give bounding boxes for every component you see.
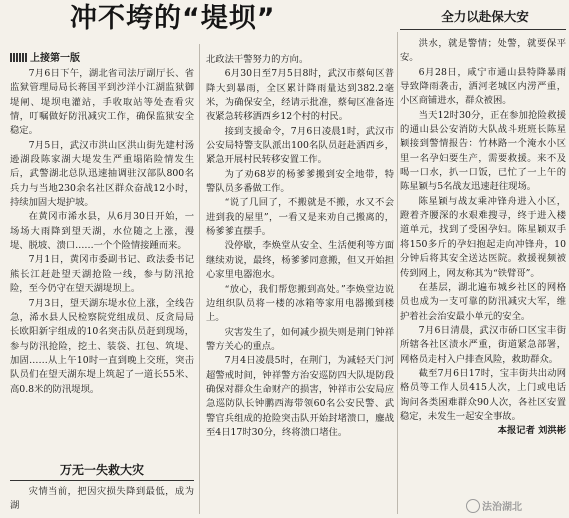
- paragraph: 6月28日，咸宁市通山县特降暴雨导致降雨袭击，洒河老城区内涝严重，小区商铺进水，群众被困。: [400, 66, 566, 107]
- paragraph: 接到支援命令，7月6日凌晨1时，武汉市公安局特警支队派出100名队员赶赴洒西乡，紧急开展村民转移安置工作。: [206, 125, 394, 166]
- paragraph: 7月6日清晨，武汉市硚口区宝丰街所辖各社区渍水严重，街道紧急部署，网格员走村入户排查风险，救助群众。: [400, 324, 566, 365]
- continued-text: 上接第一版: [30, 53, 80, 64]
- right-column-headline: 全力以赴保大安: [441, 9, 529, 24]
- paragraph: 当天12时30分，正在参加抢险救援的通山县公安消防大队战斗班班长陈星颖接到警情报告：竹林路一个淹水小区里一名孕妇要生产，需要救援。来不及喝一口水，扒一口饭，已忙了一上午的陈星颖与5名战友迅速赶往现场。: [400, 109, 566, 193]
- paragraph: 灾情当前，把因灾损失降到最低，成为湖: [10, 486, 194, 512]
- watermark: [466, 499, 522, 515]
- paragraph: 陈星颖与战友乘冲锋舟进入小区，蹬着齐腰深的水艰难搜寻，终于进入楼道单元，找到了受困孕妇。陈星颖双手将150多斤的孕妇抱起走向冲锋舟，10分钟后将其安全送达医院。救援视频被传到网上，网友称其为“铁臂哥”。: [400, 195, 566, 279]
- subheading: 万无一失救大灾: [59, 463, 144, 477]
- paragraph: 7月5日，武汉市洪山区洪山街先建村汤逊湖段陈家湖大堤发生严重塌陷险情发生后，武警湖北总队迅速抽调驻汉部队800名兵力与当地230余名社区群众奋战12小时，持续加固大堤护坡。: [10, 139, 194, 209]
- paragraph: “说了几回了，不搬就是不搬，水又不会进到我的屋里”，一看又是来劝自己搬离的，杨爹爹直摆手。: [206, 197, 394, 238]
- paragraph: 7月6日下午，湖北省司法厅副厅长、省监狱管理局局长蒋国平到沙洋小江湖监狱御堤闸、堤坝电灌站，手收取站等处查看灾情，叮嘱做好防汛减灾工作，确保监狱安全稳定。: [10, 68, 194, 137]
- paragraph: “放心，我们帮您搬到高处。”李焕堂边说边组织队员将一楼的冰箱等家用电器搬到楼上。: [206, 283, 394, 324]
- paragraph: 7月1日，黄冈市委副书记、政法委书记熊长江赶赴望天湖抢险一线，参与防汛抢险，至今仍守在望天湖堤坝上。: [10, 254, 194, 295]
- paragraph: 在黄冈市浠水县，从6月30日开始，一场场大雨降到望天湖，水位随之上涨，漫堤、脱坡、溃口……一个个险情接踵而来。: [10, 211, 194, 252]
- column-divider-2: [397, 32, 398, 514]
- wechat-logo-icon: [466, 499, 480, 513]
- paragraph: 洪水，就是警情；处警，就要保平安。: [400, 38, 566, 64]
- article-column-1: [10, 67, 194, 397]
- paragraph: 在基层，湖北遍布城乡社区的网格员也成为一支可靠的防汛减灾大军，维护着社会治安最小单元的安全。: [400, 281, 566, 322]
- article-column-2: [206, 53, 394, 440]
- article-column-1-tail: [10, 485, 194, 514]
- paragraph: 为了劝68岁的杨爹爹搬到安全地带，特警队员多番做工作。: [206, 168, 394, 195]
- paragraph: 截至7月6日17时，宝丰街共出动网格员等工作人员415人次，上门或电话询问各类困难群众90人次，各社区安置稳定，未发生一起安全事故。: [400, 367, 566, 422]
- right-headline-rule: [400, 29, 566, 30]
- continued-marker-icon: [10, 53, 28, 62]
- watermark-text: 法治湖北: [482, 502, 522, 513]
- subheading-rule: [10, 480, 194, 481]
- continued-from-label: [10, 52, 80, 66]
- paragraph: 7月4日凌晨5时，在荆门，为减轻天门河超警戒时间，钟祥警方治安巡防四大队堤防段确保对群众生命财产的损害，钟祥市公安局应急巡防队长钟鹏西海带领60名公安民警、武警官兵组成的抢险突击队开始封堵溃口，鏖战至4日17时30分，终将溃口堵住。: [206, 355, 394, 438]
- paragraph: 灾害发生了，如何减少损失则是荆门钟祥警方关心的重点。: [206, 326, 394, 352]
- paragraph: 7月3日，望天湖东堤水位上涨，全线告急，浠水县人民检察院党组成员、反贪局局长欧阳新宇组成的10名突击队员赶到现场，参与防汛抢险，挖土、装袋、扛包、筑堤、加固……从上午10时一直到晚上交班，突击队员们在望天湖东堤上筑起了一道长55米、高0.8米的防汛堤坝。: [10, 297, 194, 395]
- paragraph: 6月30日至7月5日8时，武汉市蔡甸区普降大到暴雨，全区累计降雨量达到382.2毫米，为确保安全，经请示批准，蔡甸区准备连夜紧急转移洒西乡12个村的村民。: [206, 68, 394, 123]
- paragraph: 没停歇，李焕堂从安全、生活便利等方面继续劝说，最终，杨爹爹同意搬，但又开始担心家里电器泡水。: [206, 240, 394, 281]
- article-column-3: [400, 37, 566, 439]
- column-divider-1: [199, 44, 200, 514]
- paragraph: 北政法干警努力的方向。: [206, 54, 309, 65]
- byline: 本报记者 刘洪彬: [497, 425, 566, 437]
- main-headline: 冲不垮的“堤坝”: [70, 3, 276, 34]
